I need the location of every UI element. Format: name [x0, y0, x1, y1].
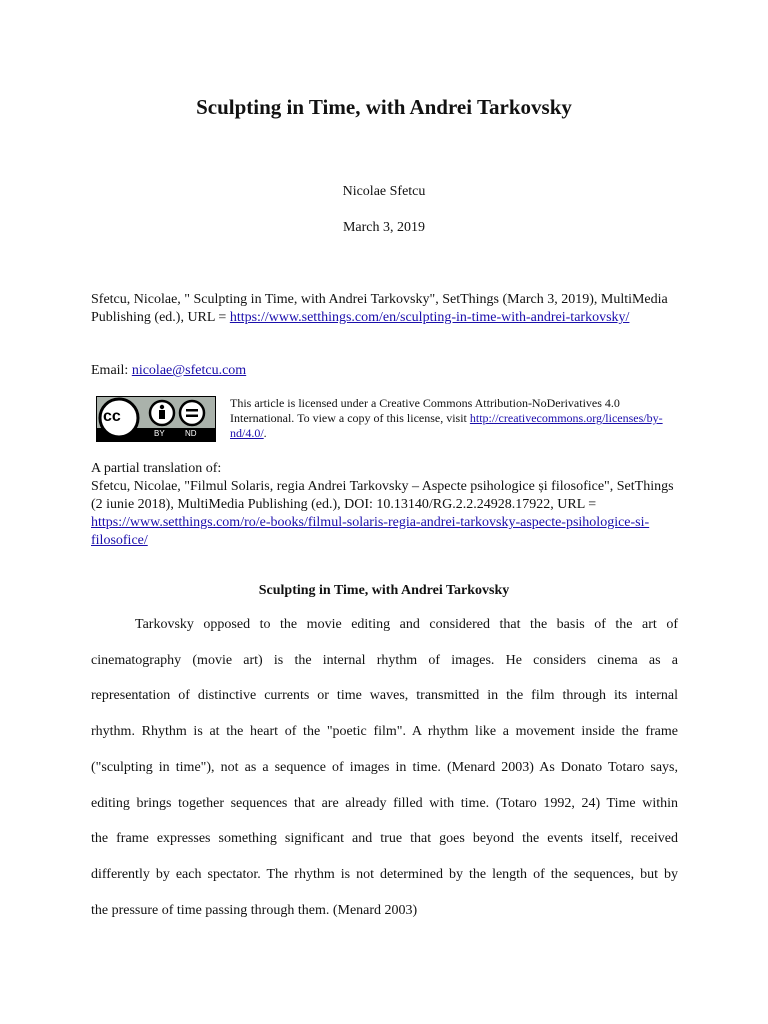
license-link[interactable]: http://creativecommons.org/licenses/by-nd/4.0/ — [230, 411, 663, 440]
email-link[interactable]: nicolae@sfetcu.com — [131, 363, 247, 378]
by-badge-label: BY — [154, 429, 165, 438]
body-line: Tarkovsky opposed to the movie editing and considered that the basis of the art of — [135, 617, 678, 632]
publication-date: March 3, 2019 — [342, 220, 426, 235]
body-line: the pressure of time passing through them. (Menard 2003) — [91, 903, 418, 918]
citation-link[interactable]: https://www.setthings.com/en/sculpting-in-time-with-andrei-tarkovsky/ — [229, 310, 630, 325]
body-line: editing brings together sequences that are already filled with time. (Totaro 1992, 24) Time within — [91, 796, 678, 811]
citation-block — [91, 291, 681, 327]
translation-link[interactable]: https://www.setthings.com/ro/e-books/filmul-solaris-regia-andrei-tarkovsky-aspecte-psihologice-si-filosofice/ — [91, 515, 650, 548]
document-title: Sculpting in Time, with Andrei Tarkovsky — [196, 95, 572, 119]
translation-intro: A partial translation of: — [91, 461, 222, 476]
license-suffix: . — [263, 426, 267, 440]
license-text — [230, 396, 680, 441]
body-line: rhythm. Rhythm is at the heart of the "poetic film". A rhythm like a movement inside the frame — [91, 724, 678, 739]
body-line: cinematography (movie art) is the internal rhythm of images. He considers cinema as a — [91, 653, 678, 668]
body-line: the frame expresses something significant and true that goes beyond the events itself, received — [91, 831, 678, 846]
author-name: Nicolae Sfetcu — [342, 184, 426, 199]
section-heading: Sculpting in Time, with Andrei Tarkovsky — [258, 583, 510, 598]
email-line — [91, 362, 681, 380]
body-line: differently by each spectator. The rhythm is not determined by the length of the sequences, but by — [91, 867, 678, 882]
body-line: representation of distinctive currents or time waves, transmitted in the film through its internal — [91, 688, 678, 703]
translation-block — [91, 460, 681, 550]
citation-text: Sfetcu, Nicolae, " Sculpting in Time, with Andrei Tarkovsky", SetThings (March 3, 2019), MultiMedia Publishing (ed.), URL = — [91, 292, 668, 325]
cc-by-nd-badge[interactable] — [96, 396, 216, 442]
email-label: Email: — [91, 363, 132, 378]
license-description: This article is licensed under a Creative Commons Attribution-NoDerivatives 4.0 International. To view a copy of this license, visit — [230, 396, 620, 425]
nd-badge-label: ND — [185, 429, 197, 438]
cc-badge-label: cc — [103, 408, 121, 425]
translation-citation: Sfetcu, Nicolae, "Filmul Solaris, regia Andrei Tarkovsky – Aspecte psihologice și filosofice", SetThings (2 iunie 2018), MultiMedia Publishing (ed.), DOI: 10.13140/RG.2.2.24928.17922, URL = — [91, 479, 674, 512]
body-line: ("sculpting in time"), not as a sequence of images in time. (Menard 2003) As Donato Totaro says, — [91, 760, 678, 775]
